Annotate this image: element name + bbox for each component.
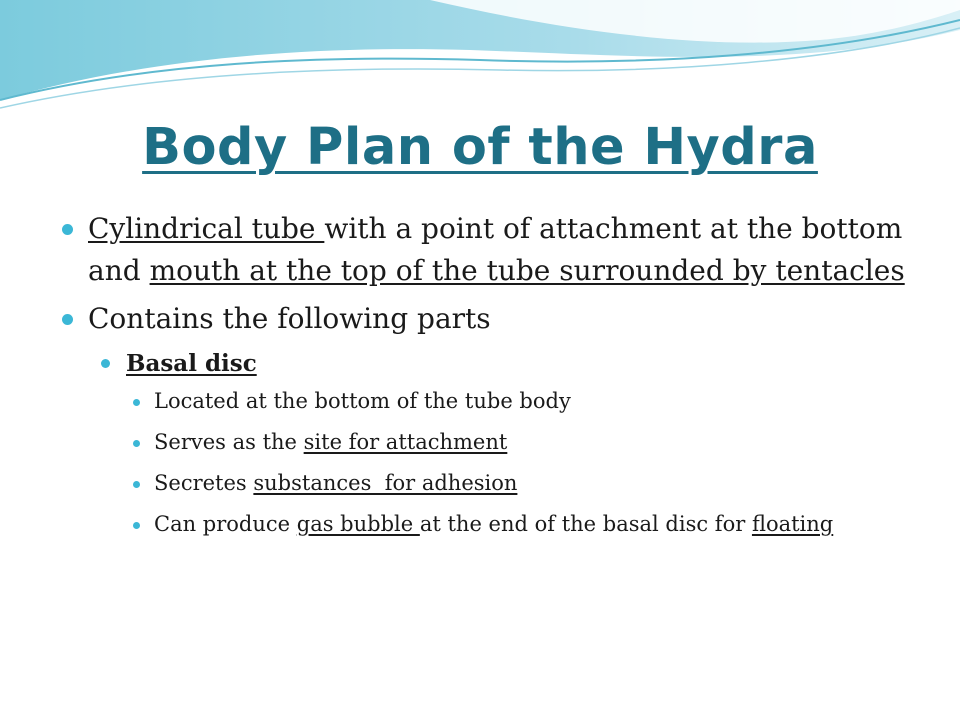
underlined-text: Cylindrical tube [88,212,325,245]
point-text: at the end of the basal disc for [419,512,752,536]
wave-decoration [0,0,960,120]
underlined-text: floating [751,512,834,536]
point-text: Can produce [154,512,297,536]
point-item [60,468,920,499]
bullet-dot-icon [62,224,73,235]
bullet-item [60,298,920,340]
point-item [60,386,920,417]
underlined-text: site for attachment [303,430,508,454]
bullet-text: Contains the following parts [88,302,491,335]
bullet-dot-icon [101,359,110,368]
sub-bullet-label: Basal disc [126,350,257,377]
bullet-item [60,208,920,292]
bullet-dot-icon [133,399,140,406]
slide-title: Body Plan of the Hydra [142,118,818,177]
point-item [60,427,920,458]
underlined-text: substances for adhesion [253,471,518,495]
point-item [60,509,920,540]
point-text: Secretes [154,471,254,495]
underlined-text: mouth at the top of the tube surrounded by tentacles [149,254,905,287]
bullet-dot-icon [62,314,73,325]
bullet-dot-icon [133,440,140,447]
bullet-dot-icon [133,522,140,529]
point-text: Located at the bottom of the tube body [154,389,571,413]
slide-content [60,208,920,550]
sub-bullet-item [60,346,920,382]
bullet-dot-icon [133,481,140,488]
point-text: Serves as the [154,430,304,454]
underlined-text: gas bubble [296,512,420,536]
bullet-text: with a point of attachment at the bottom and [88,212,903,287]
